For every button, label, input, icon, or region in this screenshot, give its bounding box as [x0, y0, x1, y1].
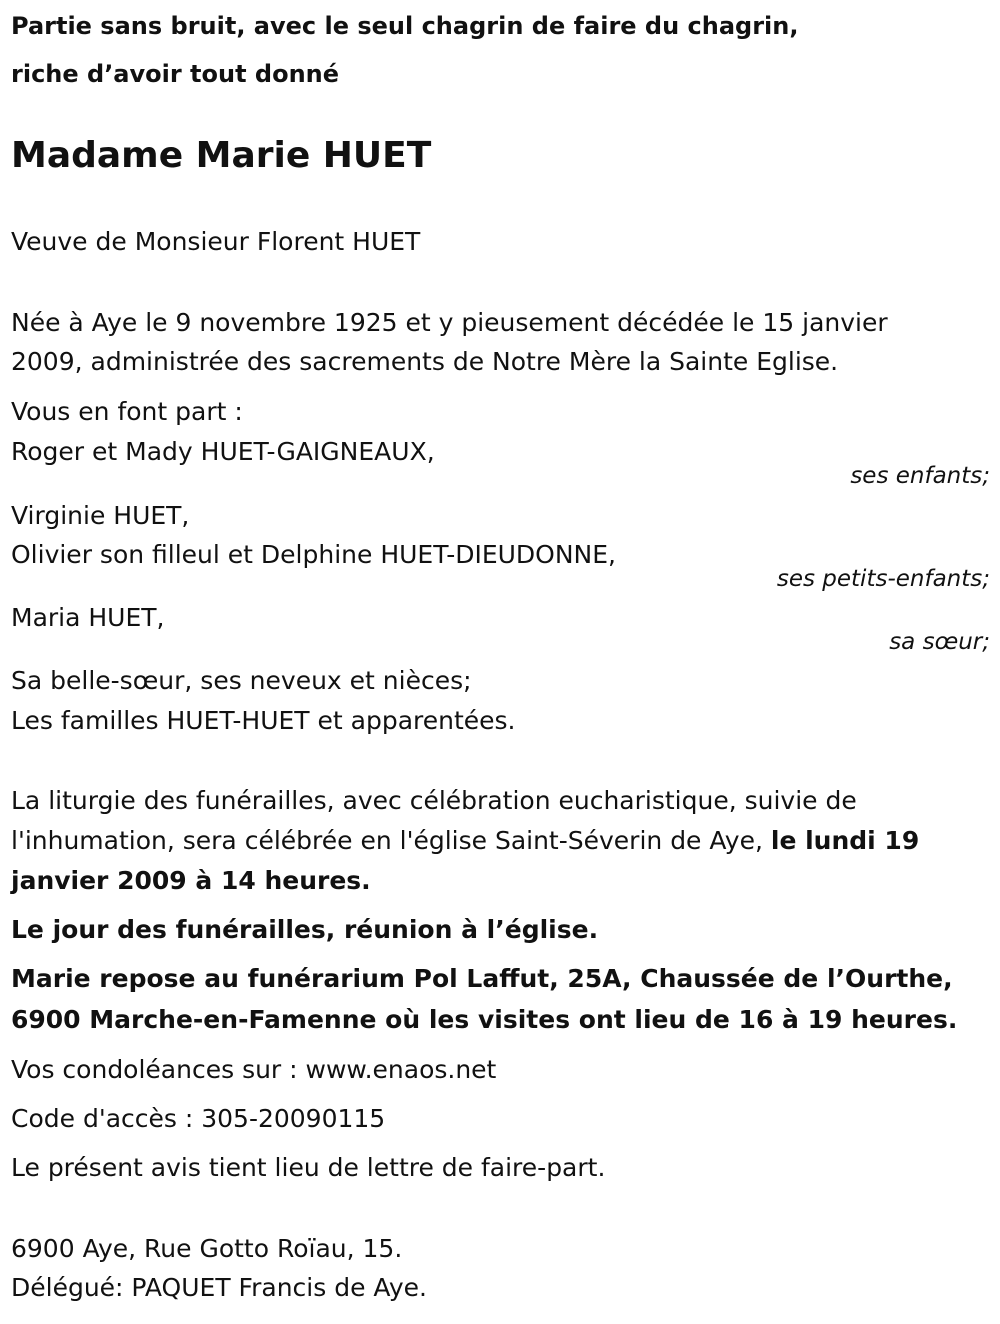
sister-name: Maria HUET,: [11, 603, 165, 632]
delegate-line: Délégué: PAQUET Francis de Aye.: [11, 1273, 427, 1302]
repose-line-1: Marie repose au funérarium Pol Laffut, 25A, Chaussée de l’Ourthe,: [11, 964, 953, 993]
access-code-line: Code d'accès : 305-20090115: [11, 1104, 386, 1133]
deceased-name: Madame Marie HUET: [11, 135, 432, 176]
address-line: 6900 Aye, Rue Gotto Roïau, 15.: [11, 1234, 403, 1263]
grandchildren-relation: ses petits-enfants;: [776, 566, 990, 592]
others-line-2: Les familles HUET-HUET et apparentées.: [11, 706, 516, 735]
spouse-line: Veuve de Monsieur Florent HUET: [11, 227, 421, 256]
liturgy-line-2-text: l'inhumation, sera célébrée en l'église Saint-Séverin de Aye,: [11, 826, 771, 855]
epigraph-line-1: Partie sans bruit, avec le seul chagrin de faire du chagrin,: [11, 12, 799, 40]
grandchild-line-1: Virginie HUET,: [11, 501, 190, 530]
epigraph-line-2: riche d’avoir tout donné: [11, 60, 340, 88]
sister-relation: sa sœur;: [889, 629, 990, 655]
liturgy-date-part-1: le lundi 19: [770, 826, 920, 855]
announce-line: Vous en font part :: [11, 397, 243, 426]
liturgy-line-2: [11, 821, 919, 861]
liturgy-line-1: La liturgie des funérailles, avec célébration eucharistique, suivie de: [11, 786, 857, 815]
children-relation: ses enfants;: [850, 463, 990, 489]
condolences-line: Vos condoléances sur : www.enaos.net: [11, 1055, 497, 1084]
others-line-1: Sa belle-sœur, ses neveux et nièces;: [11, 666, 472, 695]
children-names: Roger et Mady HUET-GAIGNEAUX,: [11, 437, 435, 466]
notice-line: Le présent avis tient lieu de lettre de faire-part.: [11, 1153, 606, 1182]
birth-line-1: Née à Aye le 9 novembre 1925 et y pieusement décédée le 15 janvier: [11, 308, 888, 337]
repose-line-2: 6900 Marche-en-Famenne où les visites ont lieu de 16 à 19 heures.: [11, 1005, 958, 1034]
birth-line-2: 2009, administrée des sacrements de Notre Mère la Sainte Eglise.: [11, 347, 839, 376]
grandchild-line-2: Olivier son filleul et Delphine HUET-DIEUDONNE,: [11, 540, 617, 569]
meeting-line: Le jour des funérailles, réunion à l’église.: [11, 915, 599, 944]
liturgy-date-part-2: janvier 2009 à 14 heures.: [11, 866, 371, 895]
